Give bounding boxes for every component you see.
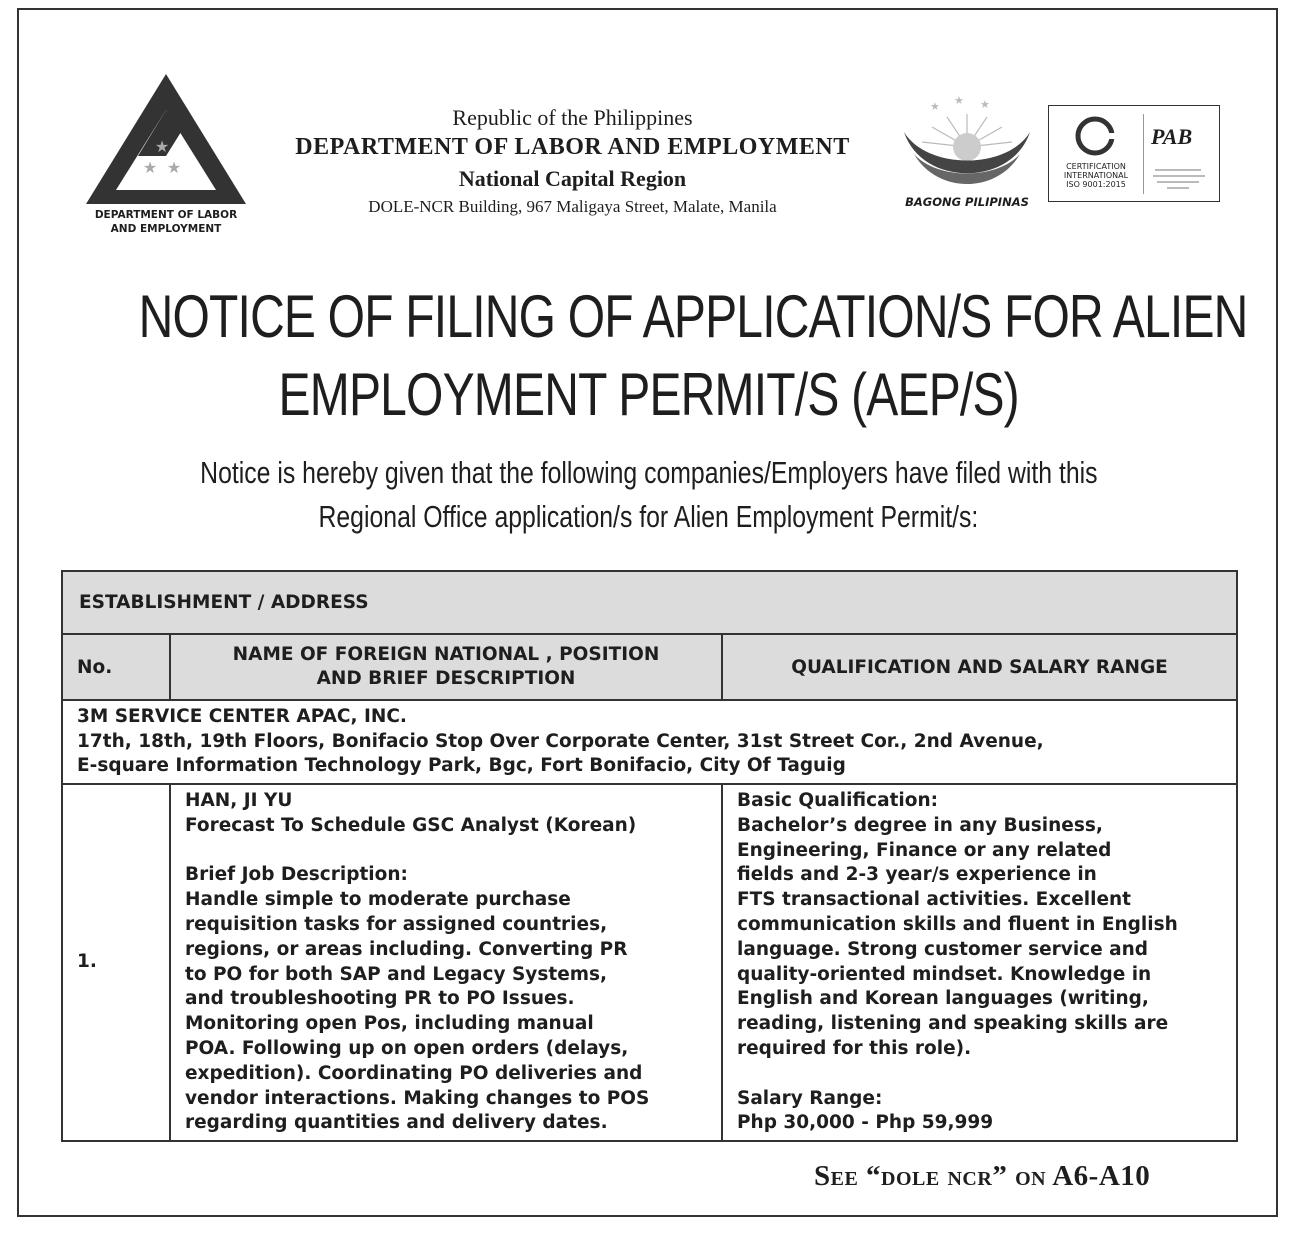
qualification-line: reading, listening and speaking skills are — [737, 1013, 1169, 1035]
row-number: 1. — [62, 784, 170, 1141]
qualification-label: Basic Qualification: — [737, 790, 939, 811]
logo-text: DEPARTMENT OF LABOR — [94, 209, 238, 221]
notice-title-line2: EMPLOYMENT PERMIT/S (AEP/S) — [278, 361, 1019, 428]
cert-text: CERTIFICATION — [1066, 162, 1126, 171]
svg-text:★: ★ — [930, 101, 940, 113]
applicant-cell — [170, 784, 722, 1141]
applicant-position: Forecast To Schedule GSC Analyst (Korean) — [185, 814, 637, 836]
cert-text: INTERNATIONAL — [1063, 171, 1129, 180]
svg-text:★: ★ — [166, 160, 182, 177]
certification-ring-icon — [1073, 114, 1117, 158]
qualification-line: FTS transactional activities. Excellent — [737, 889, 1132, 911]
see-reference: See “dole ncr” on A6-A10 — [814, 1160, 1151, 1192]
notice-title-line1: NOTICE OF FILING OF APPLICATION/S FOR ALIEN — [138, 283, 1248, 350]
brief-line: POA. Following up on open orders (delays, — [185, 1037, 629, 1059]
svg-text:★: ★ — [154, 139, 170, 156]
qualification-line: communication skills and fluent in English — [737, 913, 1178, 935]
qualification-line: fields and 2-3 year/s experience in — [737, 864, 1097, 886]
brief-line: regarding quantities and delivery dates. — [185, 1112, 608, 1134]
establishment-row — [62, 700, 1237, 784]
column-header-name: NAME OF FOREIGN NATIONAL , POSITION AND BRIEF DESCRIPTION — [170, 634, 722, 700]
certification-box — [1048, 105, 1220, 202]
svg-text:★: ★ — [954, 95, 964, 107]
column-header-no: No. — [62, 634, 170, 700]
svg-text:★: ★ — [142, 160, 158, 177]
bagong-pilipinas-label: BAGONG PILIPINAS — [905, 195, 1029, 209]
company-name: 3M SERVICE CENTER APAC, INC. — [77, 706, 407, 727]
establishment-header: ESTABLISHMENT / ADDRESS — [62, 571, 1237, 634]
qualification-line: required for this role). — [737, 1037, 972, 1059]
salary-value: Php 30,000 - Php 59,999 — [737, 1112, 994, 1134]
brief-description-label: Brief Job Description: — [185, 864, 408, 886]
cert-text: ISO 9001:2015 — [1066, 180, 1126, 189]
brief-line: regions, or areas including. Converting PR — [185, 938, 628, 960]
qualification-line: English and Korean languages (writing, — [737, 988, 1149, 1010]
applicant-name: HAN, JI YU — [185, 790, 293, 811]
brief-line: requisition tasks for assigned countries, — [185, 913, 608, 935]
qualification-line: Engineering, Finance or any related — [737, 839, 1112, 861]
notice-intro-line1: Notice is hereby given that the following companies/Employers have filed with this — [199, 455, 1098, 490]
salary-label: Salary Range: — [737, 1087, 883, 1109]
brief-line: Monitoring open Pos, including manual — [185, 1013, 594, 1035]
qualification-line: quality-oriented mindset. Knowledge in — [737, 963, 1152, 985]
svg-text:★: ★ — [980, 99, 990, 111]
brief-line: Handle simple to moderate purchase — [185, 889, 571, 911]
brief-line: to PO for both SAP and Legacy Systems, — [185, 963, 608, 985]
logo-text: AND EMPLOYMENT — [110, 223, 222, 235]
pab-mark: PAB — [1151, 124, 1193, 149]
aep-table — [61, 570, 1238, 1142]
department-name: DEPARTMENT OF LABOR AND EMPLOYMENT — [295, 134, 850, 160]
pab-text-icon — [1149, 164, 1209, 194]
bagong-pilipinas-icon — [892, 92, 1042, 197]
republic-label: Republic of the Philippines — [452, 105, 693, 130]
column-header-qualification: QUALIFICATION AND SALARY RANGE — [722, 634, 1237, 700]
notice-intro-line2: Regional Office application/s for Alien Employment Permit/s: — [318, 499, 979, 534]
brief-line: expedition). Coordinating PO deliveries and — [185, 1062, 643, 1084]
region-name: National Capital Region — [458, 166, 687, 191]
brief-line: vendor interactions. Making changes to POS — [185, 1087, 650, 1109]
qualification-cell — [722, 784, 1237, 1141]
company-address: E-square Information Technology Park, Bgc, Fort Bonifacio, City Of Taguig — [77, 755, 846, 776]
cert-divider — [1143, 114, 1144, 194]
office-address: DOLE-NCR Building, 967 Maligaya Street, Malate, Manila — [368, 197, 777, 216]
company-address: 17th, 18th, 19th Floors, Bonifacio Stop Over Corporate Center, 31st Street Cor., 2nd Avenue, — [77, 730, 1044, 752]
qualification-line: language. Strong customer service and — [737, 938, 1149, 960]
bagong-pilipinas-logo — [892, 92, 1042, 217]
brief-line: and troubleshooting PR to PO Issues. — [185, 988, 575, 1010]
qualification-line: Bachelor’s degree in any Business, — [737, 814, 1103, 836]
